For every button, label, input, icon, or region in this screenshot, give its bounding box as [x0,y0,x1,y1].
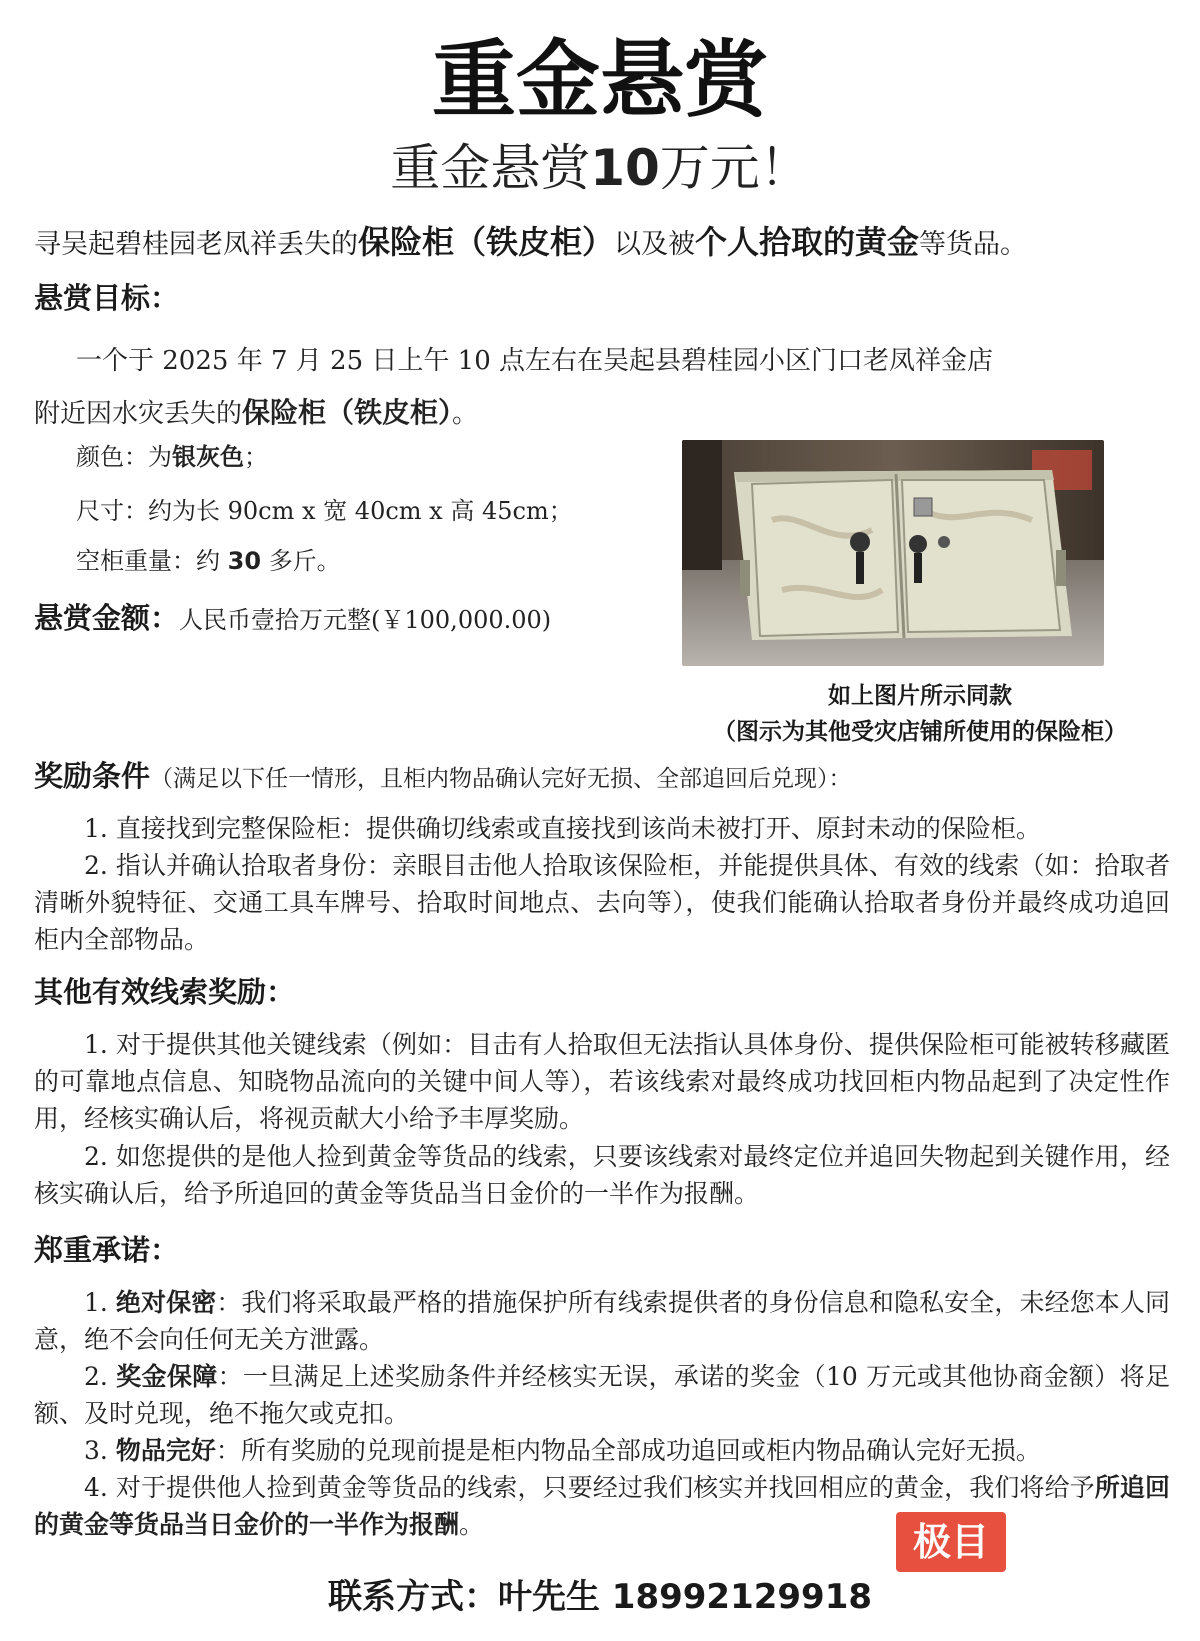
promise-item-4-text: 4. 对于提供他人捡到黄金等货品的线索，只要经过我们核实并找回相应的黄金，我们将给予 [84,1473,1095,1502]
safe-photo-illustration [682,440,1104,666]
promise-item-2-text: ：一旦满足上述奖励条件并经核实无误，承诺的奖金（10 万元或其他协商金额）将足额、及时兑现，绝不拖欠或克扣。 [34,1362,1170,1428]
other-item-1 [34,1026,1170,1137]
other-item-2 [34,1138,1170,1212]
subtitle-prefix: 重金悬赏 [390,139,591,197]
target-weight-value: 30 [227,547,262,575]
conditions-item-2 [34,847,1170,958]
other-item-2-text: 如您提供的是他人捡到黄金等货品的线索，只要该线索对最终定位并追回失物起到关键作用，经核实确认后，给予所追回的黄金等货品当日金价的一半作为报酬。 [34,1142,1170,1208]
promise-item-1-label: 绝对保密 [115,1288,217,1317]
target-line1: 一个于 2025 年 7 月 25 日上午 10 点左右在吴起县碧桂园小区门口老凤祥金店 [76,346,993,376]
other-heading: 其他有效线索奖励： [34,975,296,1009]
safe-photo [682,440,1104,666]
conditions-item-2-num: 2. [84,851,108,880]
promise-item-3-text: ：所有奖励的兑现前提是柜内物品全部成功追回或柜内物品确认完好无损。 [215,1436,1041,1465]
target-line2-prefix: 附近因水灾丢失的 [34,399,243,429]
promise-item-1 [34,1284,1170,1358]
photo-caption [660,678,1180,750]
promise-item-4-end: 。 [459,1510,485,1539]
promise-item-3-label: 物品完好 [115,1436,216,1465]
conditions-item-1 [34,810,1170,847]
promise-item-1-text: ：我们将采取最严格的措施保护所有线索提供者的身份信息和隐私安全，未经您本人同意，绝不会向任何无关方泄露。 [34,1288,1170,1354]
photo-caption-line1: 如上图片所示同款 [828,683,1012,709]
target-size-end: ； [548,497,573,525]
target-weight-label: 空柜重量：约 [76,547,220,575]
promise-item-3 [34,1432,1170,1469]
target-size-label: 尺寸：约为长 [76,497,220,525]
subtitle [0,136,1200,200]
intro-strong1: 保险柜（铁皮柜） [358,223,615,261]
other-item-1-text: 对于提供其他关键线索（例如：目击有人拾取但无法指认具体身份、提供保险柜可能被转移藏匿的可靠地点信息、知晓物品流向的关键中间人等），若该线索对最终成功找回柜内物品起到了决定性作用，经核实确认后，将视贡献大小给予丰厚奖励。 [34,1030,1170,1133]
conditions-note: （满足以下任一情形，且柜内物品确认完好无损、全部追回后兑现）： [150,766,852,792]
target-color-label: 颜色：为 [76,443,172,471]
target-line2-strong: 保险柜（铁皮柜） [242,396,453,429]
intro-part2: 以及被 [614,229,696,260]
page-title: 重金悬赏 [431,31,768,129]
reward-amount-value: 人民币壹拾万元整(￥100,000.00) [179,606,552,634]
target-weight-end: 多斤。 [268,547,341,575]
intro-strong2: 个人拾取的黄金 [695,223,920,261]
promise-item-2 [34,1358,1170,1432]
promise-item-3-num: 3. [84,1436,108,1465]
target-heading: 悬赏目标： [34,281,180,315]
intro-line [34,218,1174,269]
promise-item-2-label: 奖金保障 [116,1362,218,1391]
target-color-value: 银灰色 [172,443,244,471]
intro-part3: 等货品。 [919,229,1028,260]
target-color-end: ； [244,443,268,471]
other-item-2-num: 2. [84,1142,108,1171]
conditions-title [34,754,1174,803]
jimu-watermark-logo: 极目 [896,1512,1006,1572]
contact-info: 联系方式：叶先生 18992129918 [327,1577,873,1617]
subtitle-amount: 10 [590,139,660,197]
intro-part1: 寻吴起碧桂园老凤祥丢失的 [34,229,358,260]
conditions-item-1-num: 1. [84,814,108,843]
other-item-1-num: 1. [84,1030,108,1059]
promise-heading: 郑重承诺： [34,1233,180,1267]
conditions-item-1-text: 直接找到完整保险柜：提供确切线索或直接找到该尚未被打开、原封未动的保险柜。 [115,814,1041,843]
target-line2-suffix: 。 [452,399,479,429]
subtitle-suffix: 万元！ [659,139,810,197]
promise-item-4-strong: 所追回的黄金等货品当日金价的一半作为报酬 [34,1473,1170,1539]
target-size-value: 90cm x 宽 40cm x 高 45cm [227,497,549,525]
target-line2 [34,392,1174,435]
photo-caption-line2: （图示为其他受灾店铺所使用的保险柜） [713,719,1127,745]
conditions-item-2-text: 指认并确认拾取者身份：亲眼目击他人拾取该保险柜，并能提供具体、有效的线索（如：拾取者清晰外貌特征、交通工具车牌号、拾取时间地点、去向等），使我们能确认拾取者身份并最终成功追回柜内全部物品。 [34,851,1170,954]
promise-item-1-num: 1. [84,1288,108,1317]
reward-amount-heading: 悬赏金额： [34,601,180,635]
promise-item-2-num: 2. [84,1362,108,1391]
conditions-heading: 奖励条件 [34,759,151,793]
